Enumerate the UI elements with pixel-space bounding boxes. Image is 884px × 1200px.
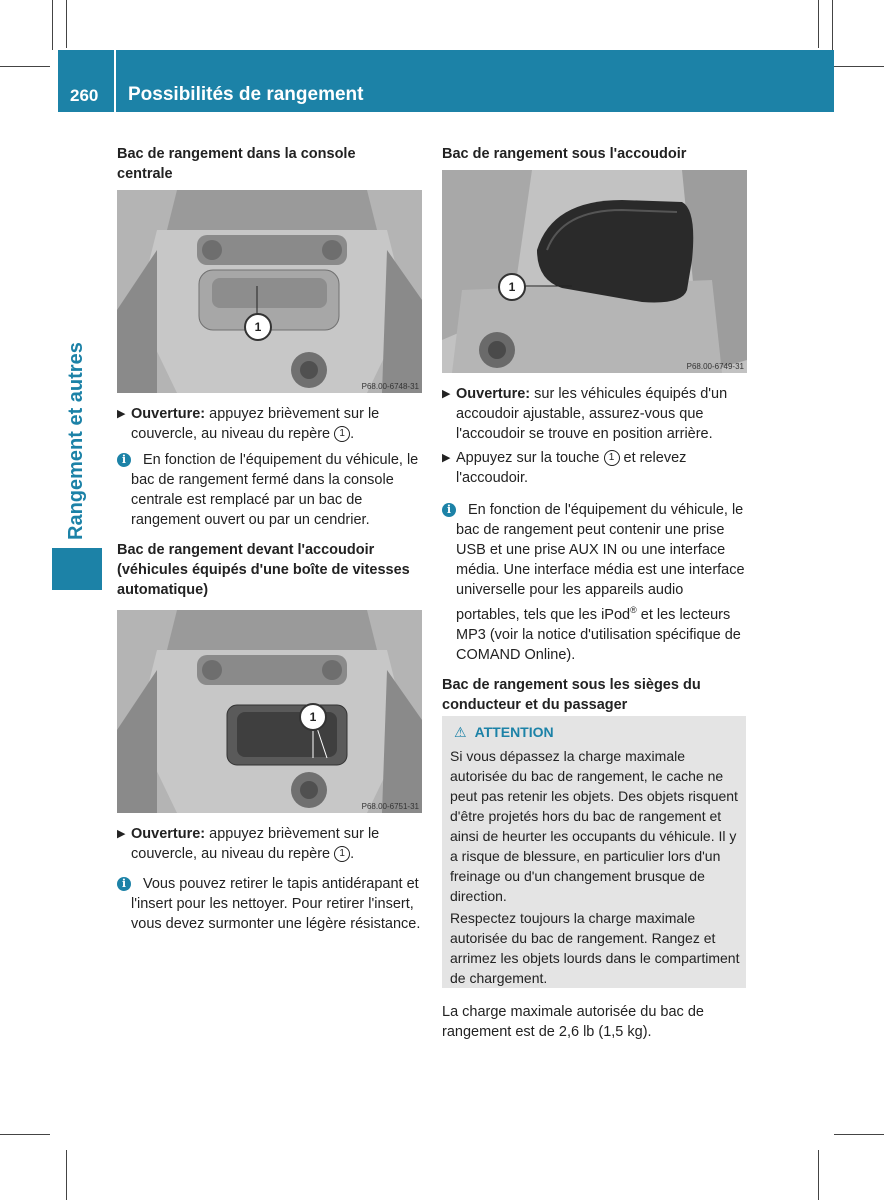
armrest-illustration (442, 170, 747, 373)
arrow-icon: ▶ (117, 828, 126, 840)
left-column-text-2 (117, 824, 422, 934)
side-tab-marker (52, 548, 102, 590)
marker-1-icon: 1 (604, 450, 620, 466)
right-column-text (442, 384, 747, 715)
info-text: En fonction de l'équipement du véhicule, le bac de rangement peut contenir une prise USB et une prise AUX IN ou une interface média. Une interface média est une interface universelle pour les appareils audio portables, tels que les iPod (456, 502, 745, 623)
console-illustration (117, 190, 422, 393)
crop-mark (66, 1150, 67, 1200)
instruction-bullet (442, 448, 747, 488)
crop-mark (66, 0, 67, 48)
warning-title: ATTENTION (474, 724, 554, 740)
image-ref: P68.00-6748-31 (361, 382, 419, 391)
marker-1-icon: 1 (334, 426, 350, 442)
crop-mark (0, 1134, 50, 1135)
info-note (117, 874, 422, 934)
page-title: Possibilités de rangement (128, 84, 364, 105)
section-title: Bac de rangement sous l'accoudoir (442, 146, 687, 162)
marker-1-icon: 1 (334, 846, 350, 862)
right-column-footer (442, 1002, 747, 1042)
console-illustration-2 (117, 610, 422, 813)
arrow-icon: ▶ (117, 408, 126, 420)
crop-mark (834, 66, 884, 67)
instruction-bullet: ▶ Ouverture: appuyez brièvement sur le couvercle, au niveau du repère 1 . (117, 826, 380, 862)
callout-1: 1 (244, 313, 272, 341)
left-column-text (117, 404, 422, 600)
arrow-icon: ▶ (442, 452, 451, 464)
crop-mark (52, 0, 53, 50)
info-note (442, 500, 747, 665)
info-icon: i (117, 877, 131, 891)
section-title: Bac de rangement sous les sièges du conducteur et du passager (442, 676, 701, 713)
bullet-text: et relevez l'accoudoir. (456, 450, 687, 486)
warning-triangle-icon: ⚠ (454, 724, 467, 740)
image-ref: P68.00-6749-31 (686, 362, 744, 371)
body-text: La charge maximale autorisée du bac de rangement est de 2,6 lb (1,5 kg). (442, 1004, 704, 1040)
callout-1: 1 (299, 703, 327, 731)
header-divider (114, 50, 116, 112)
bullet-text: appuyez brièvement sur le couvercle, au niveau du repère (131, 826, 380, 862)
info-note (117, 450, 422, 530)
page-number: 260 (70, 86, 99, 105)
registered-mark: ® (630, 605, 637, 615)
info-text: Vous pouvez retirer le tapis antidérapant et l'insert pour les nettoyer. Pour retirer l'insert, vous devez surmonter une légère résistance. (131, 876, 421, 932)
crop-mark (834, 1134, 884, 1135)
arrow-icon: ▶ (442, 388, 451, 400)
right-column (442, 144, 747, 164)
callout-1: 1 (498, 273, 526, 301)
bullet-label: Ouverture: (131, 406, 206, 422)
left-column (117, 144, 422, 184)
warning-header (454, 722, 554, 742)
crop-mark (818, 0, 819, 48)
warning-box (442, 716, 746, 988)
bullet-text: sur les véhicules équipés d'un accoudoir ajustable, assurez-vous que l'accoudoir se trouve en position arrière. (456, 386, 728, 442)
warning-paragraph: Respectez toujours la charge maximale autorisée du bac de rangement. Rangez et arrimez les objets lourds dans le compartiment de chargement. (450, 910, 740, 986)
bullet-text: Appuyez sur la touche (456, 450, 604, 466)
section-title: Bac de rangement devant l'accoudoir (véhicules équipés d'une boîte de vitesses automatique) (117, 542, 410, 598)
bullet-text: appuyez brièvement sur le couvercle, au niveau du repère (131, 406, 380, 442)
side-tab-label: Rangement et autres (65, 342, 87, 540)
armrest-photo (442, 170, 747, 373)
info-text: et les lecteurs MP3 (voir la notice d'utilisation spécifique de COMAND Online). (456, 606, 741, 663)
console-photo (117, 190, 422, 393)
image-ref: P68.00-6751-31 (361, 802, 419, 811)
info-icon: i (442, 503, 456, 517)
crop-mark (0, 66, 50, 67)
bullet-label: Ouverture: (456, 386, 531, 402)
crop-mark (832, 0, 833, 50)
crop-mark (818, 1150, 819, 1200)
warning-paragraph: Si vous dépassez la charge maximale autorisée du bac de rangement, le cache ne peut pas retenir les objets. Des objets risquent d'être projetés hors du bac de rangement et ainsi de heurter les occupants du véhicule. Il y a risque de blessure, en particulier lors d'un freinage ou d'un changement brusque de direction. (450, 748, 738, 904)
info-text: En fonction de l'équipement du véhicule, le bac de rangement fermé dans la console centrale est remplacé par un bac de rangement ouvert ou par un cendrier. (131, 452, 419, 528)
info-icon: i (117, 453, 131, 467)
section-title: Bac de rangement dans la console centrale (117, 146, 356, 182)
console-photo-2 (117, 610, 422, 813)
instruction-bullet: ▶ Ouverture: appuyez brièvement sur le couvercle, au niveau du repère 1 . (117, 406, 380, 442)
instruction-bullet (442, 384, 747, 444)
bullet-label: Ouverture: (131, 826, 206, 842)
warning-text (450, 746, 742, 988)
